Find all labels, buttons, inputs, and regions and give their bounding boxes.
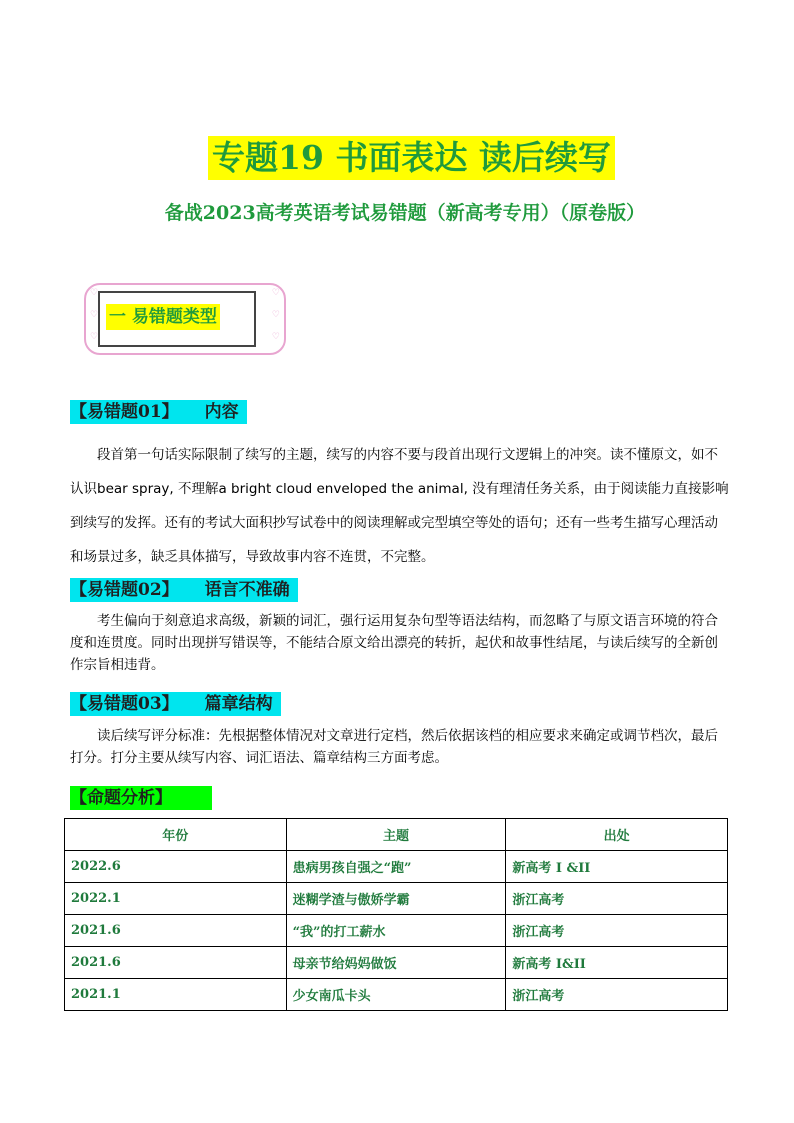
table-row [65,947,728,979]
page-title: 专题19 书面表达 读后续写 [208,136,615,180]
error-paragraph-01: 段首第一句话实际限制了续写的主题，续写的内容不要与段首出现行文逻辑上的冲突。读不懂原文，如不认识bear spray, 不理解a bright cloud enveloped the animal, 没有理清任务关系，由于阅读能力直接影响到续写的发挥。还有的考试大面积抄写试卷中的阅读理解或完型填空等处的语句；还有一些考生描写心理活动和场景过多，缺乏具体描写，导致故事内容不连贯，不完整。 [70,447,729,565]
error-heading-number: 02 [138,580,162,600]
section-label-frame [84,283,286,355]
section-label: 一 易错题类型 [106,304,220,330]
error-heading-close: 】 [161,694,179,714]
cell-topic: 母亲节给妈妈做饭 [286,947,506,979]
error-heading-title: 语言不准确 [204,580,290,600]
cell-topic: 迷糊学渣与傲娇学霸 [286,883,506,915]
cell-year: 2021.6 [65,915,287,947]
heart-icon: ♡ [90,310,99,320]
cell-source: 浙江高考 [506,979,728,1011]
error-heading-01 [70,400,247,424]
heart-icon: ♡ [271,310,280,320]
cell-year: 2021.1 [65,979,287,1011]
exam-topics-table [64,818,728,1011]
header-topic: 主题 [286,819,506,851]
cell-year: 2022.6 [65,851,287,883]
error-paragraph-03: 读后续写评分标准：先根据整体情况对文章进行定档，然后依据该档的相应要求来确定或调节档次，最后打分。打分主要从续写内容、词汇语法、篇章结构三方面考虑。 [70,728,718,766]
header-year: 年份 [65,819,287,851]
error-heading-label: 【易错题 [70,580,138,600]
heart-icon: ♡ [90,288,99,298]
error-heading-label: 【易错题 [70,694,138,714]
error-heading-number: 03 [138,694,162,714]
cell-source: 新高考 I &II [506,851,728,883]
error-heading-title: 篇章结构 [204,694,273,714]
heart-icon: ♡ [271,332,280,342]
heart-icon: ♡ [90,332,99,342]
cell-source: 浙江高考 [506,915,728,947]
cell-topic: 患病男孩自强之“跑” [286,851,506,883]
error-heading-03 [70,692,281,716]
table-row [65,851,728,883]
error-heading-label: 【易错题 [70,402,138,422]
section-label-box [98,291,256,347]
cell-topic: 少女南瓜卡头 [286,979,506,1011]
error-paragraph-02: 考生偏向于刻意追求高级，新颖的词汇，强行运用复杂句型等语法结构，而忽略了与原文语言环境的符合度和连贯度。同时出现拼写错误等，不能结合原文给出漂亮的转折，起伏和故事性结尾，与读后续写的全新创作宗旨相违背。 [70,613,718,673]
heart-icon: ♡ [271,288,280,298]
header-source: 出处 [506,819,728,851]
error-heading-close: 】 [161,580,179,600]
error-heading-title: 内容 [204,402,239,422]
error-heading-number: 01 [138,402,162,422]
table-row [65,915,728,947]
analysis-heading: 【命题分析】 [70,786,212,810]
table-header-row [65,819,728,851]
error-heading-close: 】 [161,402,179,422]
table-row [65,979,728,1011]
cell-source: 浙江高考 [506,883,728,915]
cell-year: 2021.6 [65,947,287,979]
table-row [65,883,728,915]
cell-source: 新高考 I&II [506,947,728,979]
cell-topic: “我”的打工薪水 [286,915,506,947]
page-subtitle: 备战2023高考英语考试易错题（新高考专用）（原卷版） [164,202,646,224]
cell-year: 2022.1 [65,883,287,915]
error-heading-02 [70,578,298,602]
